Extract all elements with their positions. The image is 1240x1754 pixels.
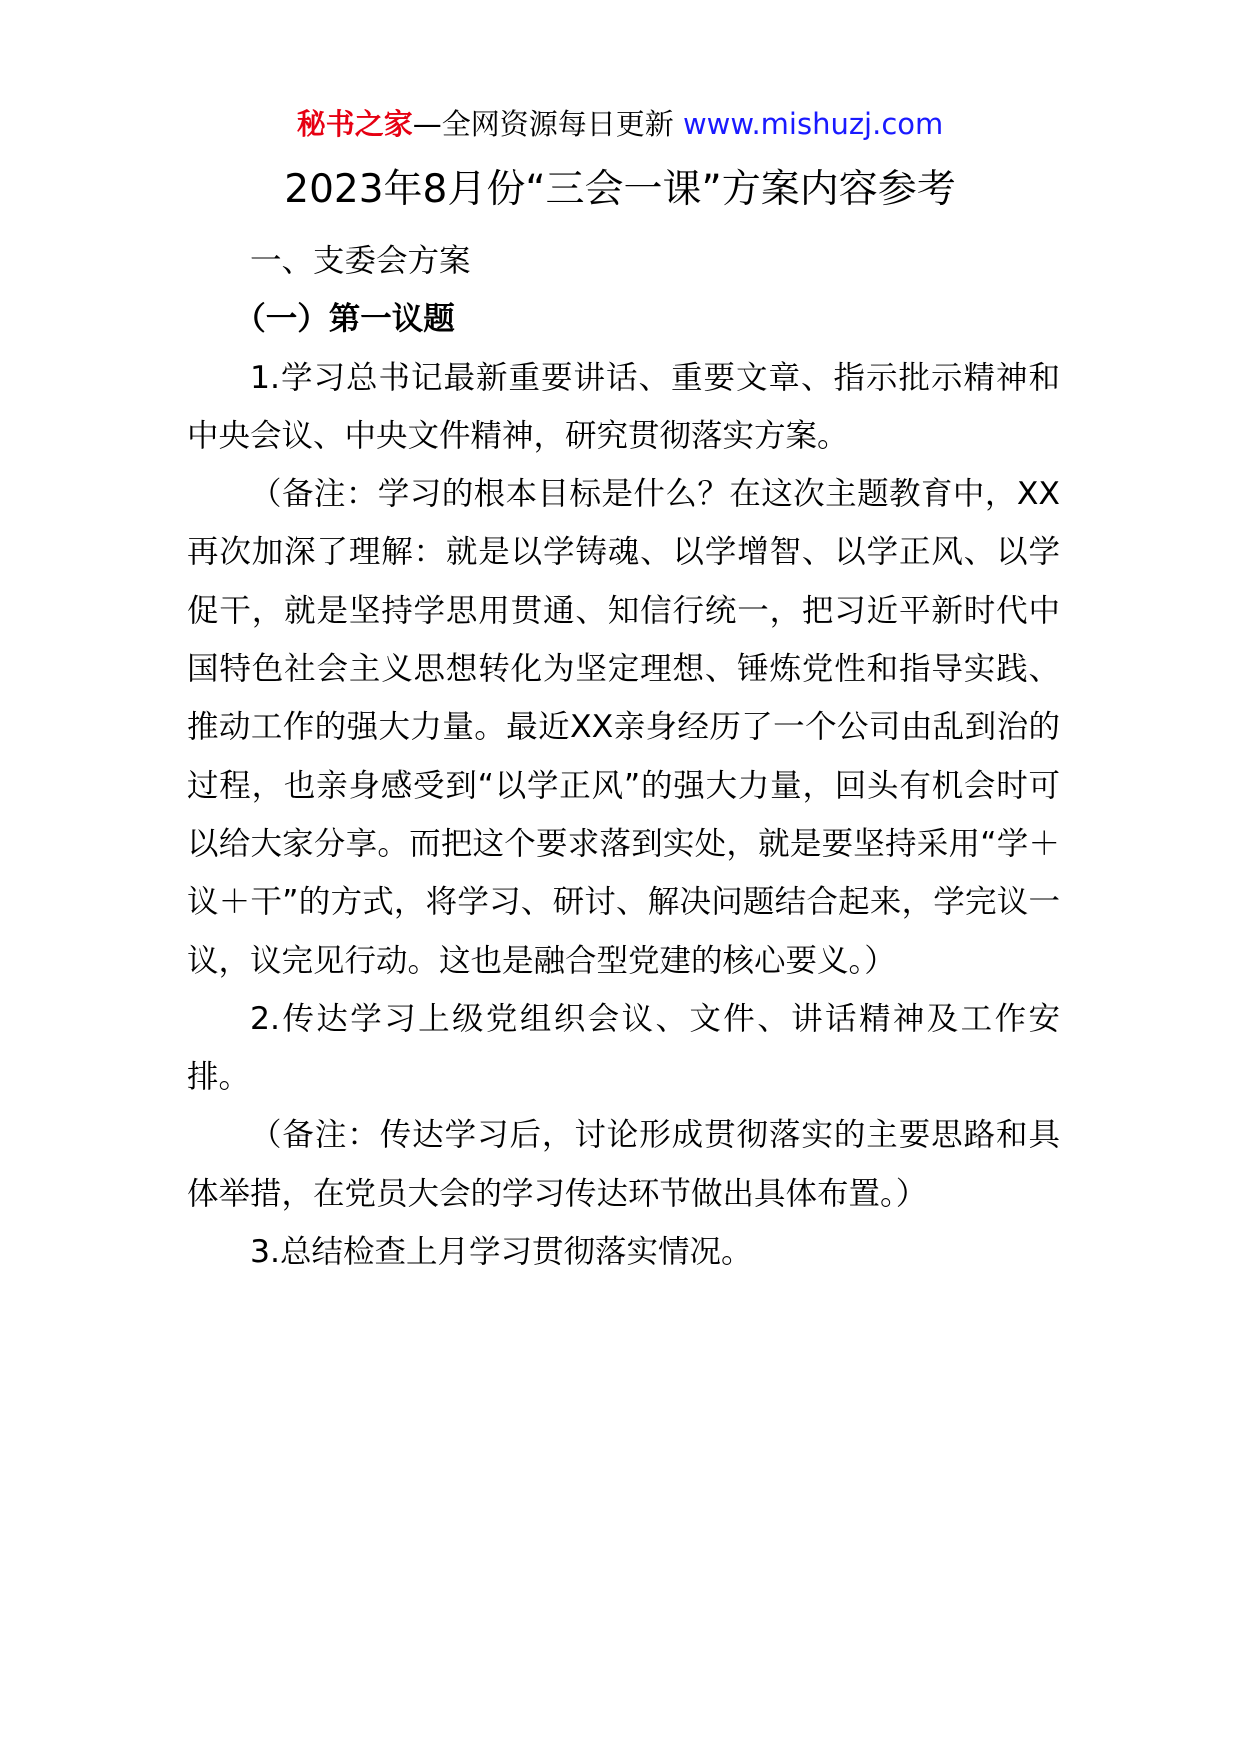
agenda-item-1: 1.学习总书记最新重要讲话、重要文章、指示批示精神和中央会议、中央文件精神，研究贯彻落实方案。 [187,359,1060,454]
brand-name: 秘书之家 [296,107,413,141]
document-body [187,232,1060,1281]
agenda-item-3: 3.总结检查上月学习贯彻落实情况。 [250,1234,753,1271]
site-header [0,102,1240,146]
section-heading: 一、支委会方案 [250,243,471,279]
site-url[interactable]: www.mishuzj.com [682,107,944,141]
note-paragraph-1: （备注：学习的根本目标是什么？在这次主题教育中，XX再次加深了理解：就是以学铸魂、以学增智、以学正风、以学促干，就是坚持学思用贯通、知信行统一，把习近平新时代中国特色社会主义思想转化为坚定理想、锤炼党性和指导实践、推动工作的强大力量。最近XX亲身经历了一个公司由乱到治的过程，也亲身感受到“以学正风”的强大力量，回头有机会时可以给大家分享。而把这个要求落到实处，就是要坚持采用“学＋议＋干”的方式，将学习、研讨、解决问题结合起来，学完议一议，议完见行动。这也是融合型党建的核心要义。） [187,476,1060,979]
note-paragraph-2: （备注：传达学习后，讨论形成贯彻落实的主要思路和具体举措，在党员大会的学习传达环节做出具体布置。） [187,1117,1060,1212]
site-slogan: —全网资源每日更新 [412,107,674,141]
agenda-item-2: 2.传达学习上级党组织会议、文件、讲话精神及工作安排。 [187,1000,1060,1096]
subsection-heading: （一）第一议题 [234,301,455,338]
document-title: 2023年8月份“三会一课”方案内容参考 [284,167,956,212]
